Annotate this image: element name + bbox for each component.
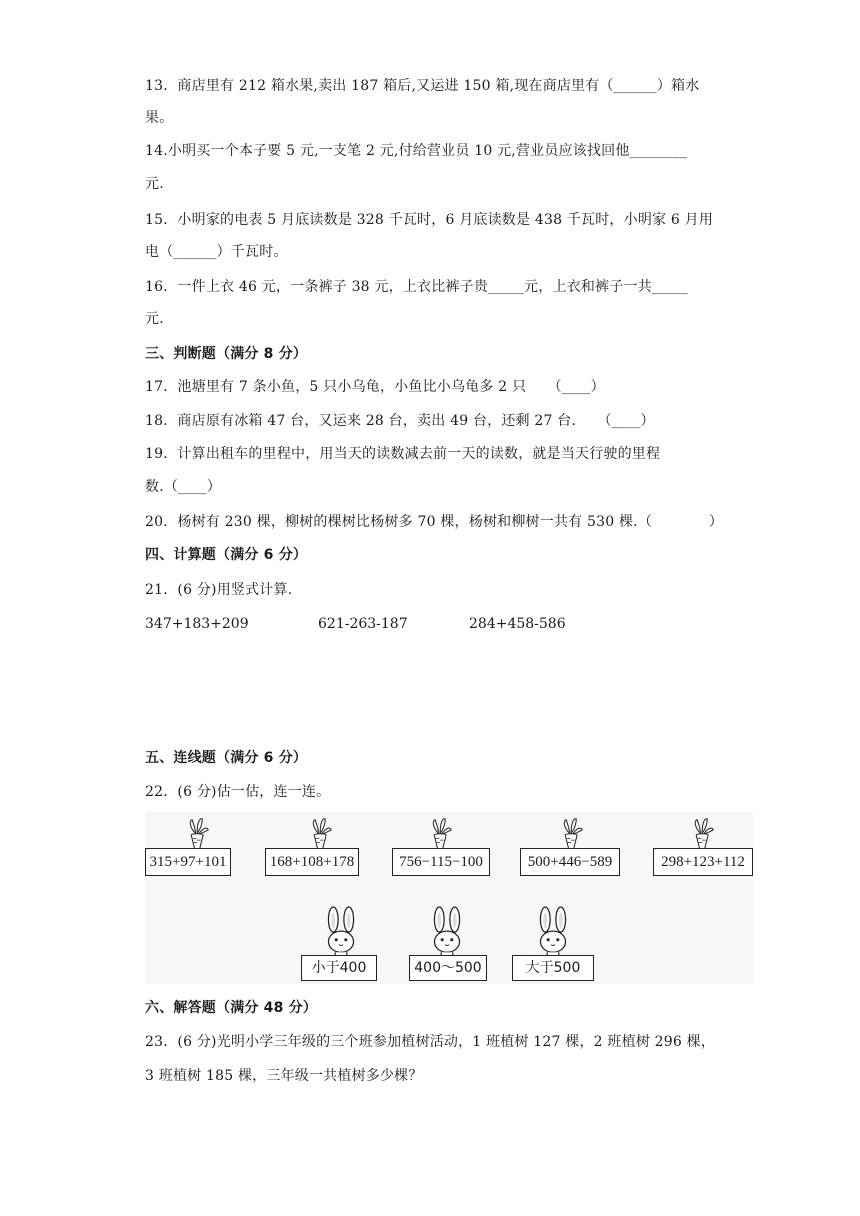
question-15-line-2: 电（______）千瓦时。	[145, 244, 288, 260]
carrot-icon	[688, 818, 718, 852]
carrot-icon	[306, 818, 336, 852]
equation-box-5[interactable]: 298+123+112	[653, 848, 753, 876]
matching-figure	[145, 812, 753, 984]
range-box-greater-than-500[interactable]: 大于500	[512, 955, 594, 981]
range-box-less-than-400[interactable]: 小于400	[301, 955, 377, 981]
question-18: 18．商店原有冰箱 47 台，又运来 28 台，卖出 49 台，还剩 27 台. （____）	[145, 413, 655, 429]
range-box-400-to-500[interactable]: 400～500	[409, 955, 487, 981]
expression-1: 347+183+209	[145, 616, 249, 632]
equation-box-1[interactable]: 315+97+101	[145, 848, 231, 876]
question-14-line-1: 14.小明买一个本子要 5 元,一支笔 2 元,付给营业员 10 元,营业员应该找回他________	[145, 143, 688, 159]
question-13-line-2: 果。	[145, 110, 174, 126]
carrot-icon	[183, 818, 213, 852]
section-4-heading: 四、计算题（满分 6 分）	[145, 547, 308, 563]
section-5-heading: 五、连线题（满分 6 分）	[145, 750, 308, 766]
question-20: 20．杨树有 230 棵，柳树的棵树比杨树多 70 棵，杨树和柳树一共有 530 棵.（ ）	[145, 514, 724, 530]
equation-box-2[interactable]: 168+108+178	[265, 848, 359, 876]
question-16-line-2: 元.	[145, 311, 164, 327]
question-14-line-2: 元.	[145, 176, 164, 192]
rabbit-icon	[533, 906, 573, 960]
question-16-line-1: 16．一件上衣 46 元，一条裤子 38 元，上衣比裤子贵_____元，上衣和裤子一共_____	[145, 279, 688, 295]
section-3-heading: 三、判断题（满分 8 分）	[145, 346, 308, 362]
question-23-line-1: 23．(6 分)光明小学三年级的三个班参加植树活动，1 班植树 127 棵，2 班植树 296 棵，	[145, 1034, 716, 1050]
rabbit-icon	[427, 906, 467, 960]
question-19-line-1: 19．计算出租车的里程中，用当天的读数减去前一天的读数，就是当天行驶的里程	[145, 446, 661, 462]
carrot-icon	[557, 818, 587, 852]
equation-box-4[interactable]: 500+446−589	[520, 848, 620, 876]
rabbit-icon	[321, 906, 361, 960]
question-13-line-1: 13．商店里有 212 箱水果,卖出 187 箱后,又运进 150 箱,现在商店里有（______）箱水	[145, 78, 700, 94]
section-6-heading: 六、解答题（满分 48 分）	[145, 1000, 318, 1016]
question-23-line-2: 3 班植树 185 棵，三年级一共植树多少棵？	[145, 1068, 423, 1084]
question-19-line-2: 数.（____）	[145, 479, 222, 495]
expression-2: 621-263-187	[318, 616, 408, 632]
question-22: 22．(6 分)估一估，连一连。	[145, 784, 331, 800]
expression-3: 284+458-586	[469, 616, 566, 632]
carrot-icon	[426, 818, 456, 852]
question-15-line-1: 15．小明家的电表 5 月底读数是 328 千瓦时，6 月底读数是 438 千瓦时，小明家 6 月用	[145, 212, 714, 228]
equation-box-3[interactable]: 756−115−100	[392, 848, 490, 876]
question-21: 21．(6 分)用竖式计算.	[145, 582, 293, 598]
question-17: 17．池塘里有 7 条小鱼，5 只小乌龟，小鱼比小乌龟多 2 只 （____）	[145, 379, 605, 395]
